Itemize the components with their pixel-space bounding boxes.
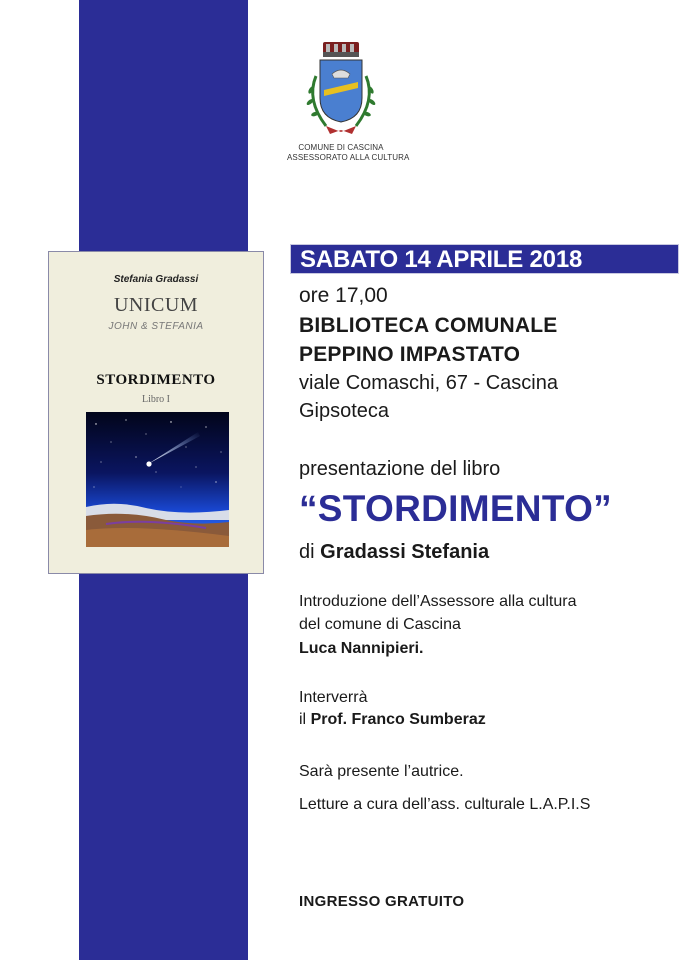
event-time: ore 17,00: [299, 284, 388, 307]
cover-volume: Libro I: [141, 394, 171, 405]
intro-speaker-name: Luca Nannipieri.: [299, 640, 424, 657]
event-date-banner: SABATO 14 APRILE 2018: [290, 244, 679, 274]
municipal-crest: [287, 40, 410, 163]
intro-line-1: Introduzione dell’Assessore alla cultura: [299, 593, 577, 610]
cover-title: STORDIMENTO: [96, 372, 216, 388]
book-author-line: [299, 541, 489, 564]
venue-line-2: PEPPINO IMPASTATO: [299, 343, 521, 366]
admission-note: INGRESSO GRATUITO: [299, 893, 465, 910]
cover-author: Stefania Gradassi: [113, 274, 199, 285]
by-author: Gradassi Stefania: [320, 541, 490, 563]
by-prefix: di: [299, 541, 315, 563]
venue-place: Gipsoteca: [299, 400, 390, 422]
crest-caption: [287, 143, 410, 163]
cover-artwork-comet-sky: [86, 412, 229, 547]
book-title-heading: “STORDIMENTO”: [299, 488, 612, 529]
speaker-prefix: il: [299, 711, 307, 728]
speaker-line-2: [299, 711, 486, 729]
speaker-name: Prof. Franco Sumberaz: [310, 711, 486, 728]
venue-address: viale Comaschi, 67 - Cascina: [299, 372, 558, 394]
presentation-intro: presentazione del libro: [299, 458, 501, 480]
author-present-line: Sarà presente l’autrice.: [299, 763, 464, 780]
cover-series: UNICUM: [113, 294, 199, 316]
cover-subseries: JOHN & STEFANIA: [108, 321, 204, 332]
intro-line-2: del comune di Cascina: [299, 616, 461, 633]
speaker-line-1: Interverrà: [299, 689, 368, 706]
venue-line-1: BIBLIOTECA COMUNALE: [299, 314, 558, 337]
readings-line: Letture a cura dell’ass. culturale L.A.P.I.S: [299, 796, 591, 813]
crest-line-2: ASSESSORATO ALLA CULTURA: [287, 153, 410, 162]
crest-line-1: COMUNE DI CASCINA: [298, 143, 384, 152]
book-cover: [48, 251, 264, 574]
crest-emblem-icon: [296, 40, 386, 140]
